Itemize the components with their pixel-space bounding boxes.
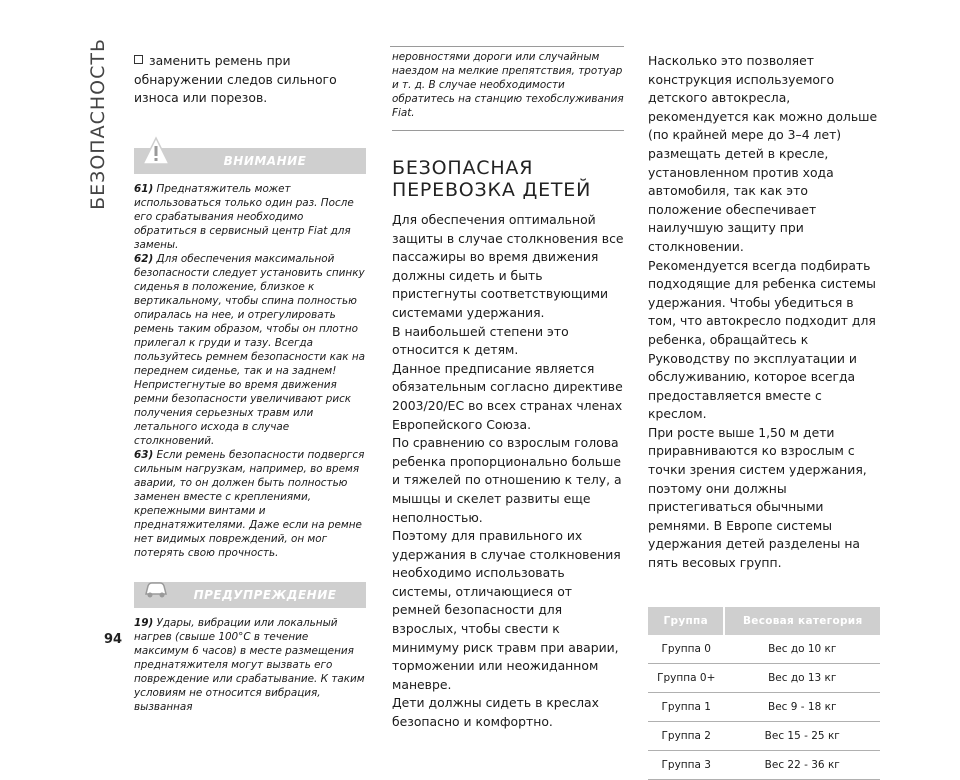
warning-header [134, 148, 366, 174]
table-row [648, 750, 880, 779]
weight-group-table [648, 607, 880, 780]
paragraph: В наибольшей степени это относится к детям. [392, 323, 569, 358]
note-number: 63) [134, 448, 154, 461]
table-cell-group: Группа 0+ [648, 663, 724, 692]
paragraph: Дети должны сидеть в креслах безопасно и комфортно. [392, 695, 599, 730]
warning-title: ВНИМАНИЕ [223, 153, 307, 168]
note-number: 19) [134, 616, 154, 629]
continued-caution-note: неровностями дороги или случайным наездом на мелкие препятствия, тротуар и т. д. В случае необходимости обратитесь на станцию техобслуживания Fiat. [392, 50, 624, 131]
column-1 [134, 52, 366, 714]
table-cell-weight: Вес 15 - 25 кг [724, 721, 880, 750]
section-side-title [78, 38, 118, 338]
note-text: Преднатяжитель может использоваться только один раз. После его срабатывания необходимо обратиться в сервисный центр Fiat для замены. [134, 182, 354, 251]
intro-paragraph [134, 52, 366, 108]
caution-title: ПРЕДУПРЕЖДЕНИЕ [193, 587, 337, 602]
paragraph: По сравнению со взрослым голова ребенка пропорционально больше и тяжелей по отношению к телу, а мышцы и скелет развиты еще неполностью. [392, 435, 622, 525]
side-title-text: БЕЗОПАСНОСТЬ [87, 38, 109, 210]
intro-text: заменить ремень при обнаружении следов сильного износа или порезов. [134, 53, 337, 106]
column-2 [392, 50, 624, 732]
section-heading [392, 157, 624, 201]
note-text: Если ремень безопасности подвергся сильным нагрузкам, например, во время аварии, то он должен быть полностью заменен вместе с креплениями, крепежными винтами и преднатяжителями. Даже если на ремне нет видимых повреждений, он мог потерять свою прочность. [134, 448, 365, 559]
caution-header [134, 582, 366, 608]
section-heading-line-1: БЕЗОПАСНАЯ [392, 157, 534, 179]
table-cell-group: Группа 2 [648, 721, 724, 750]
note-text: Для обеспечения максимальной безопасности следует установить спинку сиденья в положение, близкое к вертикальному, чтобы спина полностью опиралась на нее, и отрегулировать ремень таким образом, чтобы он плотно прилегал к груди и тазу. Всегда пользуйтесь ремнем безопасности как на переднем сиденье, так и на заднем! Непристегнутые во время движения ремни безопасности увеличивают риск получения серьезных травм или летального исхода в случае столкновений. [134, 252, 365, 447]
warning-triangle-icon [142, 136, 170, 168]
note-number: 62) [134, 252, 154, 265]
note-number: 61) [134, 182, 154, 195]
table-cell-group: Группа 1 [648, 692, 724, 721]
paragraph: Для обеспечения оптимальной защиты в случае столкновения все пассажиры во время движения должны сидеть и быть пристегнуты соответствующими системами удержания. [392, 212, 624, 320]
warning-note-62 [134, 252, 366, 448]
table-row [648, 635, 880, 664]
table-cell-weight: Вес до 13 кг [724, 663, 880, 692]
car-caution-icon [142, 570, 170, 602]
paragraph: Рекомендуется всегда подбирать подходящие для ребенка системы удержания. Чтобы убедиться в том, что автокресло подходит для ребенка, обращайтесь к Руководству по эксплуатации и обслуживанию, которое всегда предоставляется вместе с креслом. [648, 257, 876, 422]
paragraph: При росте выше 1,50 м дети приравниваются ко взрослым с точки зрения систем удержания, поэтому они должны пристегиваться обычными ремнями. В Европе системы удержания детей разделены на пять весовых групп. [648, 424, 867, 571]
paragraph: Данное предписание является обязательным согласно директиве 2003/20/ЕС во всех странах членах Европейского Союза. [392, 360, 623, 432]
table-cell-weight: Вес 9 - 18 кг [724, 692, 880, 721]
note-text: Удары, вибрации или локальный нагрев (свыше 100°C в течение максимум 6 часов) в месте размещения преднатяжителя могут вызвать его повреждение или срабатывание. К таким условиям не относится вибрация, вызванная [134, 616, 365, 713]
warning-note-63 [134, 448, 366, 560]
table-cell-group: Группа 0 [648, 635, 724, 664]
page-number: 94 [104, 632, 123, 647]
section-heading-line-2: ПЕРЕВОЗКА ДЕТЕЙ [392, 179, 592, 201]
column-3 [648, 52, 880, 780]
table-cell-group: Группа 3 [648, 750, 724, 779]
warning-note-61 [134, 182, 366, 252]
table-header-group: Группа [648, 607, 724, 635]
table-header-row [648, 607, 880, 635]
table-row [648, 692, 880, 721]
table-row [648, 663, 880, 692]
caution-note-19 [134, 616, 366, 714]
paragraph: Насколько это позволяет конструкция используемого детского автокресла, рекомендуется как можно дольше (по крайней мере до 3–4 лет) размещать детей в кресле, установленном против хода автомобиля, так как это положение обеспечивает наилучшую защиту при столкновении. [648, 53, 878, 254]
bullet-square-icon [134, 55, 143, 64]
paragraph: Поэтому для правильного их удержания в случае столкновения необходимо использовать системы, отличающиеся от ремней безопасности для взрослых, чтобы свести к минимуму риск травм при аварии, торможении или неожиданном маневре. [392, 528, 621, 692]
table-cell-weight: Вес до 10 кг [724, 635, 880, 664]
table-header-weight: Весовая категория [724, 607, 880, 635]
table-cell-weight: Вес 22 - 36 кг [724, 750, 880, 779]
table-row [648, 721, 880, 750]
